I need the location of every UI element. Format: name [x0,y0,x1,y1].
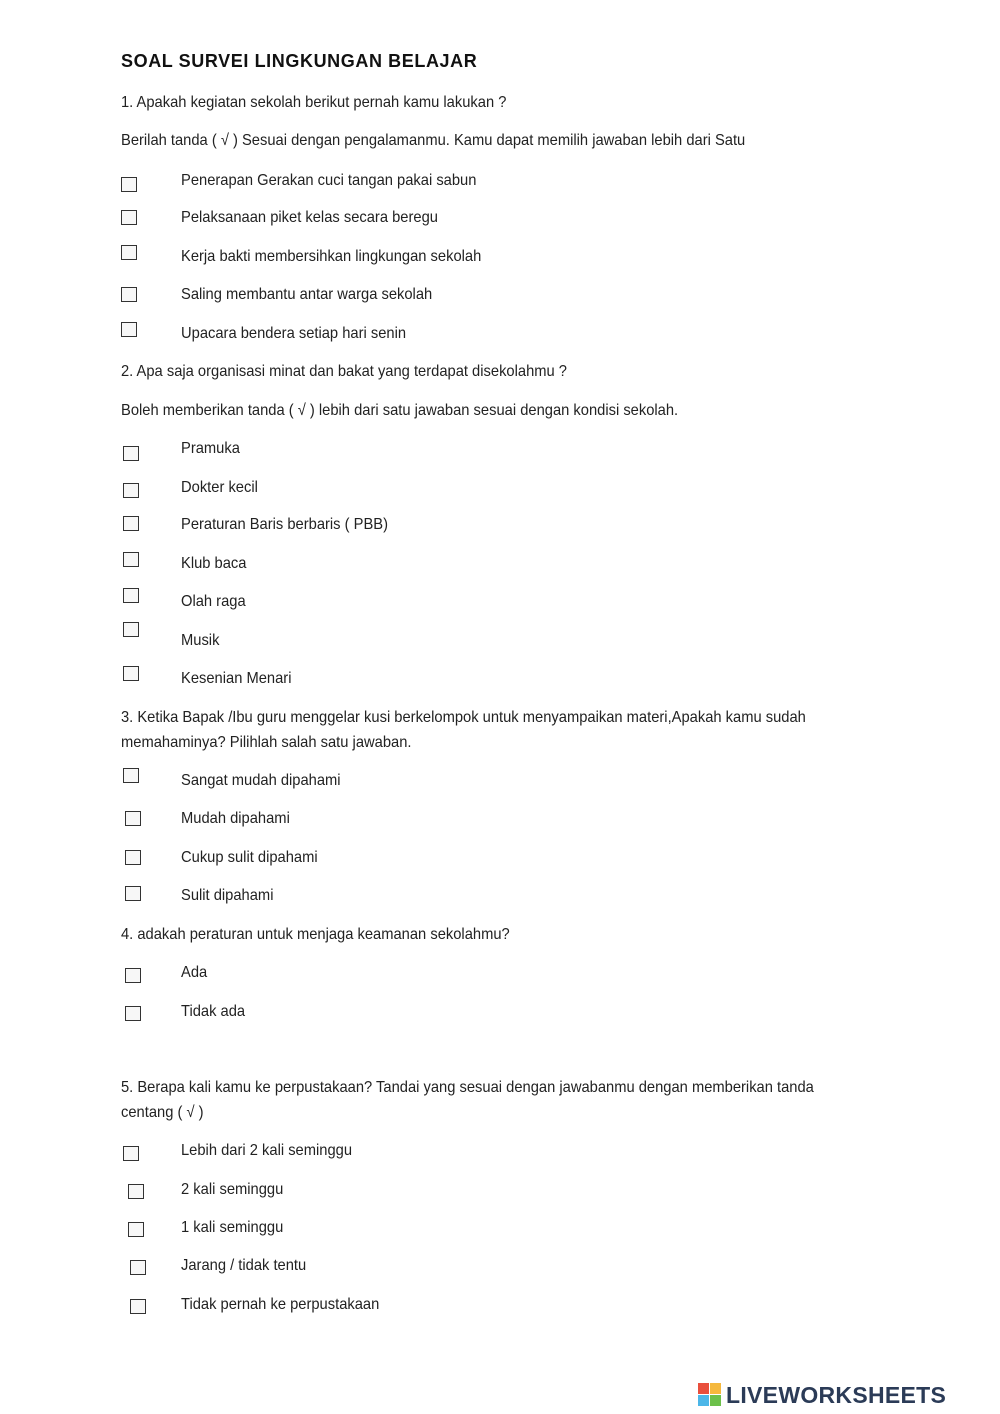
q4-option-2: Tidak ada [181,1003,246,1020]
logo-block-i [710,1383,721,1394]
q5-option-4: Jarang / tidak tentu [181,1257,307,1274]
checkbox-q3-opt1[interactable] [123,768,139,783]
checkbox-q4-opt2[interactable] [125,1006,141,1021]
question-5: 5. Berapa kali kamu ke perpustakaan? Tandai yang sesuai dengan jawabanmu dengan memberikan tanda centang ( √ ) [121,1079,814,1121]
checkbox-q1-opt1[interactable] [121,177,137,192]
checkbox-q3-opt2[interactable] [125,811,141,826]
worksheet-title: SOAL SURVEI LINGKUNGAN BELAJAR [121,51,478,71]
checkbox-q3-opt3[interactable] [125,850,141,865]
checkbox-q2-opt7[interactable] [123,666,139,681]
checkbox-q5-opt4[interactable] [130,1260,146,1275]
checkbox-q4-opt1[interactable] [125,968,141,983]
liveworksheets-logo-icon [698,1383,722,1407]
q2-option-2: Dokter kecil [181,479,258,496]
question-1: 1. Apakah kegiatan sekolah berikut pernah kamu lakukan ? [121,94,507,111]
checkbox-q2-opt3[interactable] [123,516,139,531]
question-2: 2. Apa saja organisasi minat dan bakat yang terdapat disekolahmu ? [121,363,567,380]
question-2-instruction: Boleh memberikan tanda ( √ ) lebih dari satu jawaban sesuai dengan kondisi sekolah. [121,402,679,419]
q3-option-4: Sulit dipahami [181,887,274,904]
q3-option-3: Cukup sulit dipahami [181,849,318,866]
q2-option-6: Musik [181,632,220,649]
checkbox-q2-opt2[interactable] [123,483,139,498]
liveworksheets-watermark [698,1381,946,1409]
q2-option-3: Peraturan Baris berbaris ( PBB) [181,516,388,533]
checkbox-q2-opt1[interactable] [123,446,139,461]
checkbox-q1-opt5[interactable] [121,322,137,337]
q4-option-1: Ada [181,964,208,981]
q1-option-1: Penerapan Gerakan cuci tangan pakai sabun [181,172,477,189]
q5-option-5: Tidak pernah ke perpustakaan [181,1296,380,1313]
question-3: 3. Ketika Bapak /Ibu guru menggelar kusi berkelompok untuk menyampaikan materi,Apakah kamu sudah memahaminya? Pilihlah salah satu jawaban. [121,709,806,751]
q2-option-5: Olah raga [181,593,246,610]
logo-block-l [698,1383,709,1394]
checkbox-q5-opt3[interactable] [128,1222,144,1237]
checkbox-q5-opt2[interactable] [128,1184,144,1199]
checkbox-q2-opt5[interactable] [123,588,139,603]
q3-option-1: Sangat mudah dipahami [181,772,341,789]
checkbox-q3-opt4[interactable] [125,886,141,901]
question-4: 4. adakah peraturan untuk menjaga keamanan sekolahmu? [121,926,510,943]
q5-option-1: Lebih dari 2 kali seminggu [181,1142,353,1159]
q2-option-1: Pramuka [181,440,240,457]
q5-option-2: 2 kali seminggu [181,1181,284,1198]
checkbox-q5-opt1[interactable] [123,1146,139,1161]
logo-block-v [698,1395,709,1406]
checkbox-q1-opt2[interactable] [121,210,137,225]
logo-block-e [710,1395,721,1406]
q3-option-2: Mudah dipahami [181,810,290,827]
q1-option-4: Saling membantu antar warga sekolah [181,286,433,303]
checkbox-q2-opt6[interactable] [123,622,139,637]
q1-option-3: Kerja bakti membersihkan lingkungan sekolah [181,248,482,265]
liveworksheets-brand: LIVEWORKSHEETS [726,1381,947,1408]
checkbox-q1-opt3[interactable] [121,245,137,260]
question-1-instruction: Berilah tanda ( √ ) Sesuai dengan pengalamanmu. Kamu dapat memilih jawaban lebih dari Satu [121,132,746,149]
checkbox-q1-opt4[interactable] [121,287,137,302]
q2-option-7: Kesenian Menari [181,670,292,687]
checkbox-q2-opt4[interactable] [123,552,139,567]
q5-option-3: 1 kali seminggu [181,1219,284,1236]
q2-option-4: Klub baca [181,555,247,572]
q1-option-5: Upacara bendera setiap hari senin [181,325,407,342]
q1-option-2: Pelaksanaan piket kelas secara beregu [181,209,438,226]
checkbox-q5-opt5[interactable] [130,1299,146,1314]
